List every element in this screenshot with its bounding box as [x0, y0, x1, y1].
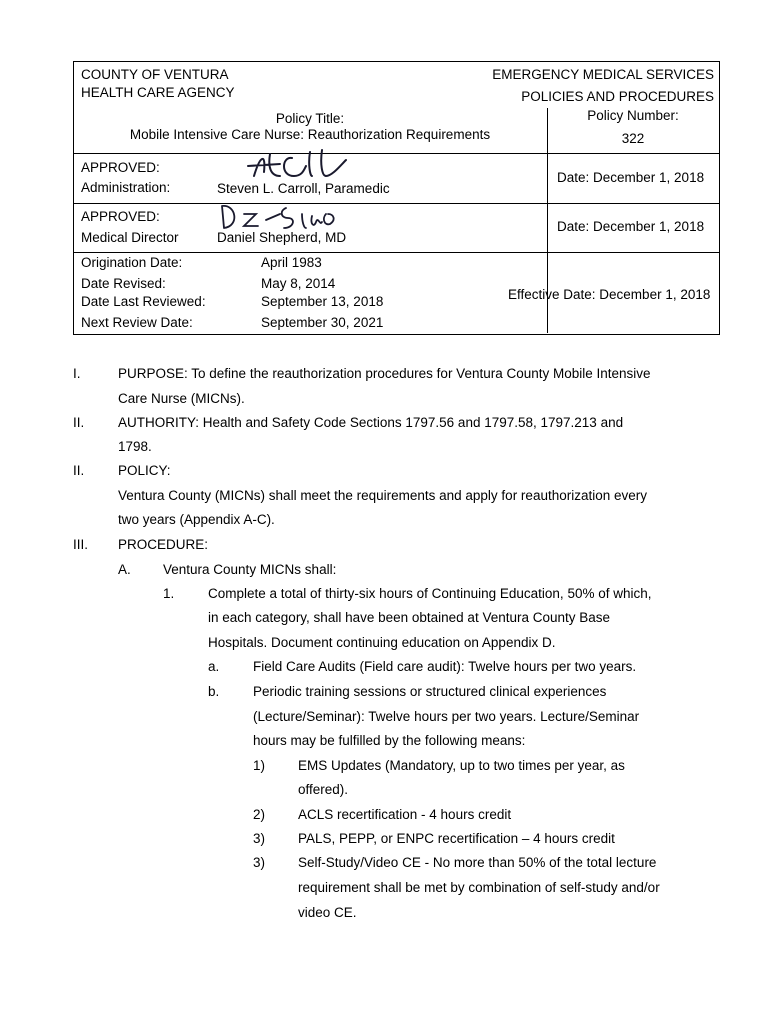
procedure-item-text: Periodic training sessions or structured clinical experiences [253, 684, 607, 699]
approved-admin-name: Steven L. Carroll, Paramedic [217, 181, 390, 196]
date-last-reviewed-label: Date Last Reviewed: [81, 294, 206, 309]
list-marker: A. [118, 562, 131, 577]
signature-shepherd-icon [216, 200, 346, 234]
list-marker: 3) [253, 831, 266, 846]
purpose-text: PURPOSE: To define the reauthorization procedures for Ventura County Mobile Intensive [118, 366, 651, 381]
policy-heading: POLICY: [118, 463, 171, 478]
procedure-heading: PROCEDURE: [118, 537, 209, 552]
policy-text: Ventura County (MICNs) shall meet the requirements and apply for reauthorization every [118, 488, 648, 503]
list-marker: a. [208, 659, 220, 674]
origination-date-value: April 1983 [261, 255, 322, 270]
department-line2: POLICIES AND PROCEDURES [521, 89, 714, 104]
section-number: III. [73, 537, 89, 552]
header-divider [74, 252, 719, 253]
list-marker: 3) [253, 855, 266, 870]
date-last-reviewed-value: September 13, 2018 [261, 294, 384, 309]
purpose-text: Care Nurse (MICNs). [118, 391, 245, 406]
approved-md-label: APPROVED: [81, 209, 160, 224]
header-divider [74, 203, 719, 204]
approved-admin-role: Administration: [81, 180, 171, 195]
procedure-item-text: requirement shall be met by combination of self-study and/or [298, 880, 660, 895]
procedure-item-text: offered). [298, 782, 349, 797]
approved-admin-date: Date: December 1, 2018 [557, 170, 705, 185]
list-marker: 1) [253, 758, 266, 773]
signature-carroll-icon [240, 146, 350, 186]
list-marker: b. [208, 684, 220, 699]
procedure-item-text: Hospitals. Document continuing education on Appendix D. [208, 635, 556, 650]
department-line1: EMERGENCY MEDICAL SERVICES [492, 67, 714, 82]
agency-name-line2: HEALTH CARE AGENCY [81, 85, 235, 100]
policy-title-label: Policy Title: [275, 111, 345, 126]
section-number: I. [73, 366, 81, 381]
policy-title: Mobile Intensive Care Nurse: Reauthorization Requirements [129, 127, 491, 142]
procedure-item-text: Ventura County MICNs shall: [163, 562, 337, 577]
procedure-item-text: EMS Updates (Mandatory, up to two times per year, as [298, 758, 625, 773]
date-revised-label: Date Revised: [81, 276, 166, 291]
section-number: II. [73, 415, 85, 430]
authority-text: AUTHORITY: Health and Safety Code Sections 1797.56 and 1797.58, 1797.213 and [118, 415, 624, 430]
next-review-date-value: September 30, 2021 [261, 315, 384, 330]
policy-number: 322 [621, 131, 645, 146]
procedure-item-text: hours may be fulfilled by the following means: [253, 733, 526, 748]
effective-date: Effective Date: December 1, 2018 [508, 287, 711, 302]
section-number: II. [73, 463, 85, 478]
authority-text: 1798. [118, 439, 152, 454]
policy-text: two years (Appendix A-C). [118, 512, 275, 527]
procedure-item-text: Complete a total of thirty-six hours of Continuing Education, 50% of which, [208, 586, 652, 601]
list-marker: 2) [253, 807, 266, 822]
procedure-item-text: (Lecture/Seminar): Twelve hours per two years. Lecture/Seminar [253, 709, 640, 724]
next-review-date-label: Next Review Date: [81, 315, 193, 330]
procedure-item-text: Self-Study/Video CE - No more than 50% of the total lecture [298, 855, 657, 870]
procedure-item-text: video CE. [298, 905, 357, 920]
list-marker: 1. [163, 586, 175, 601]
approved-md-name: Daniel Shepherd, MD [217, 230, 347, 245]
procedure-item-text: Field Care Audits (Field care audit): Twelve hours per two years. [253, 659, 637, 674]
approved-admin-label: APPROVED: [81, 160, 160, 175]
approved-md-role: Medical Director [81, 230, 179, 245]
approved-md-date: Date: December 1, 2018 [557, 219, 705, 234]
date-revised-value: May 8, 2014 [261, 276, 336, 291]
agency-name-line1: COUNTY OF VENTURA [81, 67, 229, 82]
policy-number-label: Policy Number: [587, 108, 679, 123]
procedure-item-text: PALS, PEPP, or ENPC recertification – 4 hours credit [298, 831, 615, 846]
header-divider [74, 153, 719, 154]
origination-date-label: Origination Date: [81, 255, 183, 270]
procedure-item-text: ACLS recertification - 4 hours credit [298, 807, 512, 822]
procedure-item-text: in each category, shall have been obtained at Ventura County Base [208, 610, 611, 625]
